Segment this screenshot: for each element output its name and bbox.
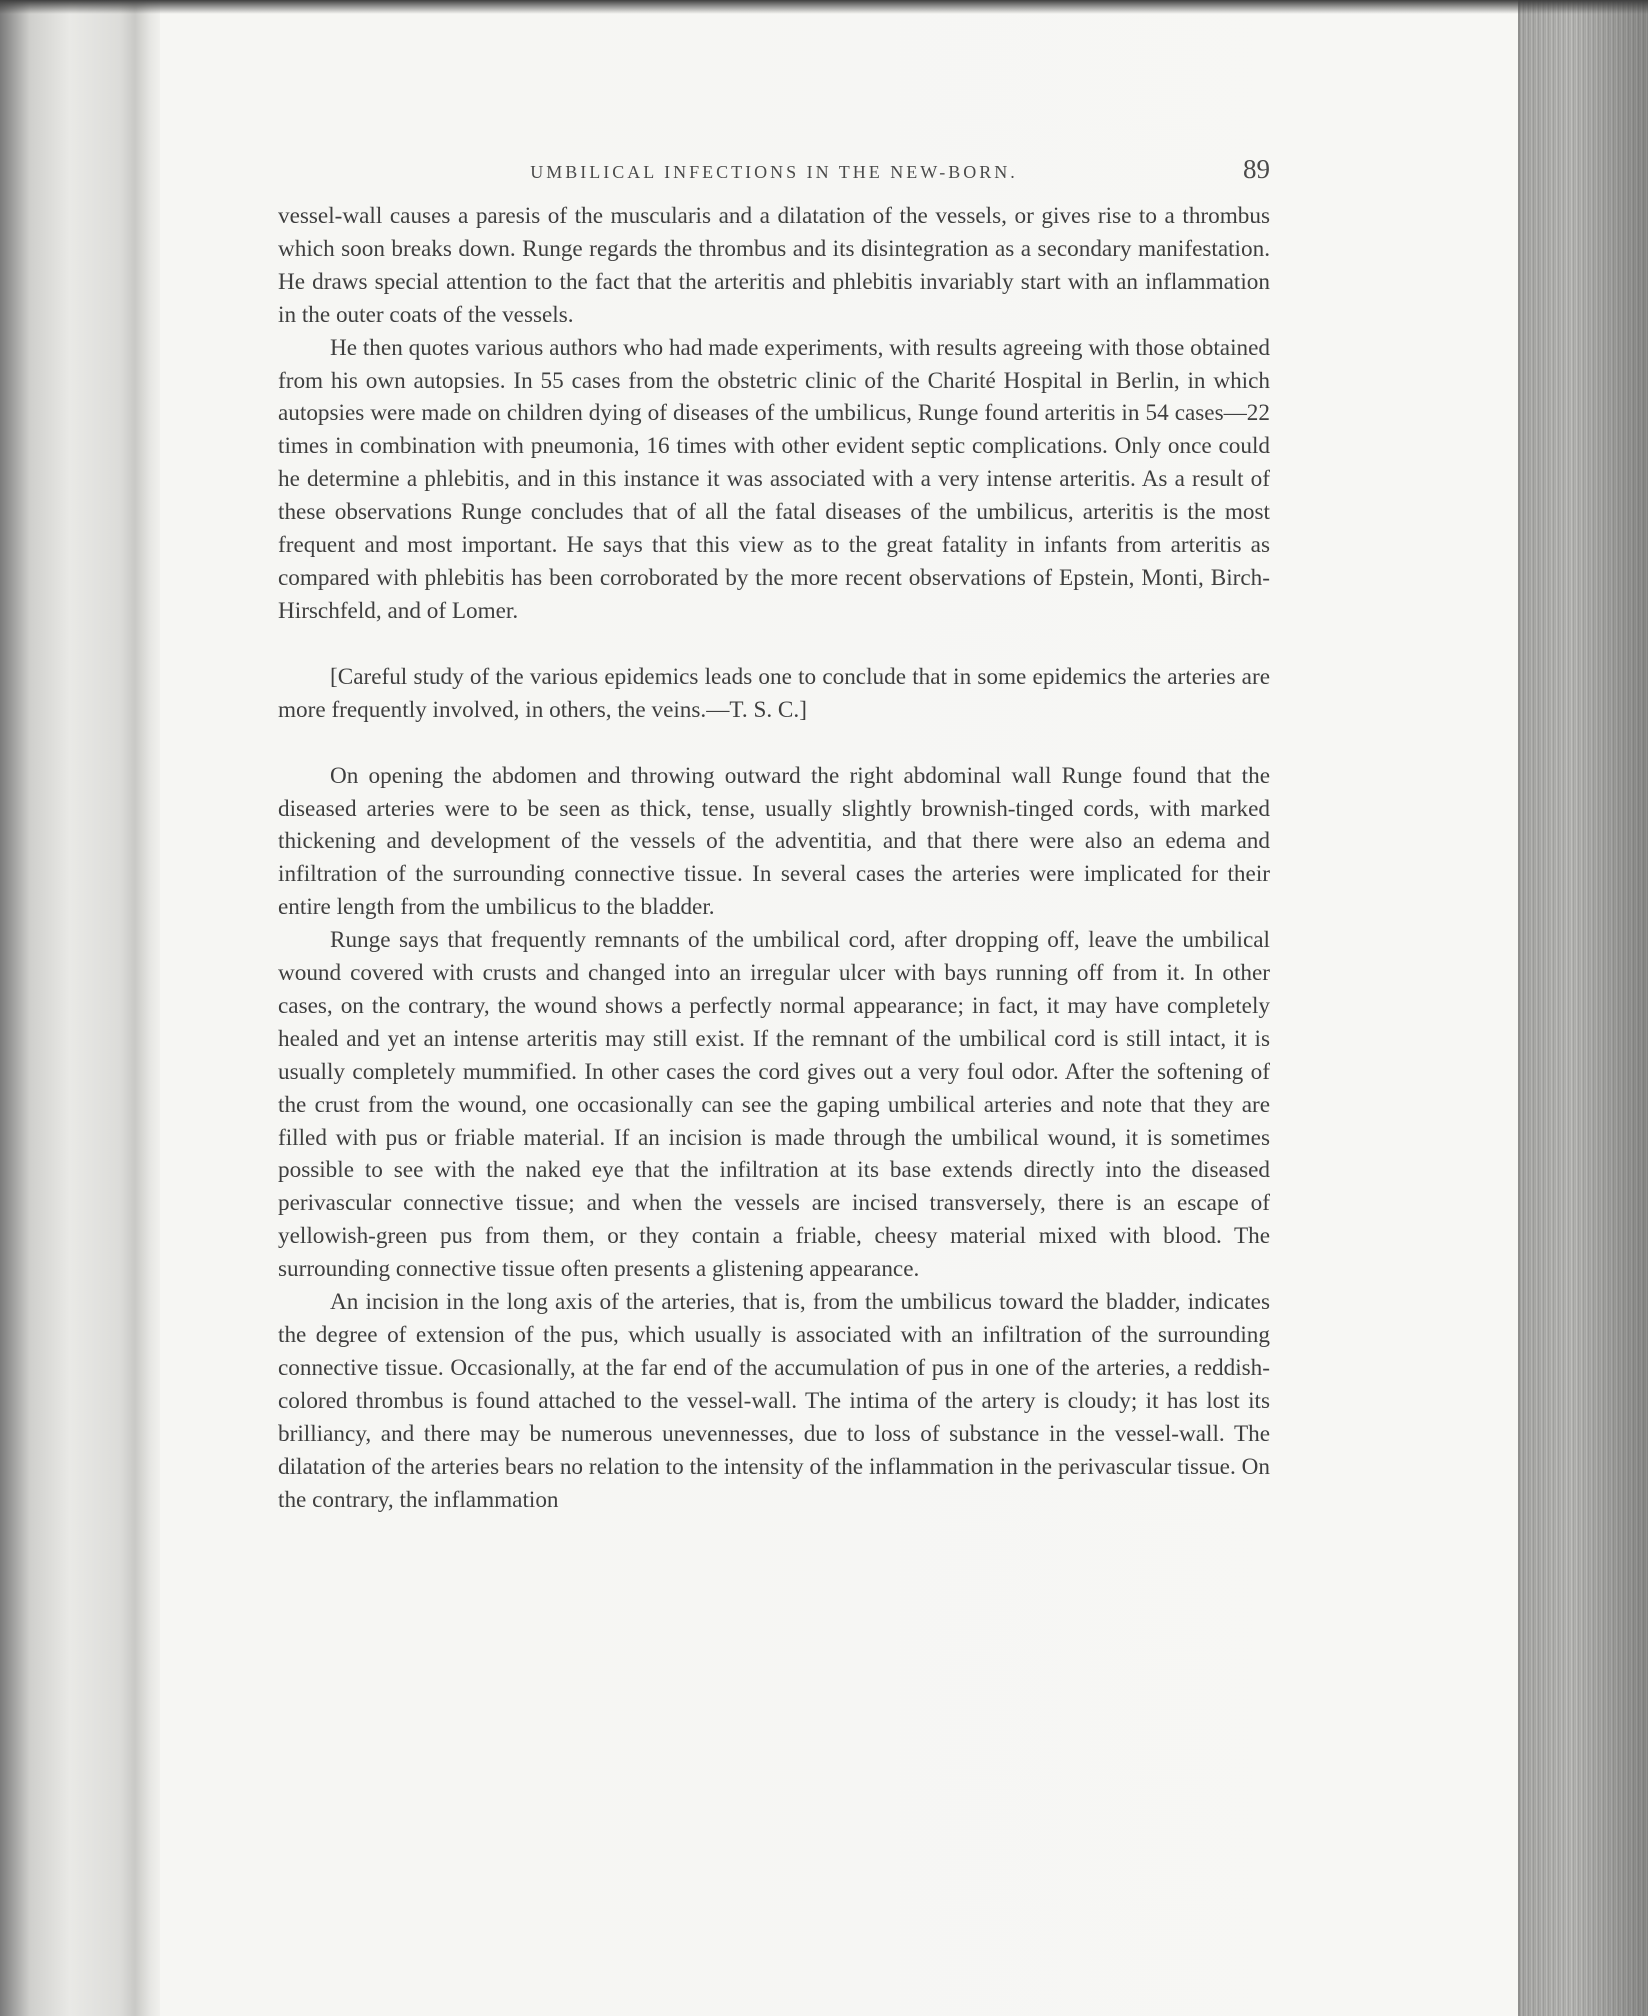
top-shadow <box>0 0 1648 14</box>
book-page <box>278 148 1270 1516</box>
paragraph-continuation: vessel-wall causes a paresis of the muscularis and a dilatation of the vessels, or gives rise to a thrombus which soon breaks down. Runge regards the thrombus and its disintegration as a secondary manifestation. He draws special attention to the fact that the arteritis and phlebitis invariably start with an inflammation in the outer coats of the vessels. <box>278 203 1270 328</box>
book-gutter <box>0 0 160 2016</box>
running-head <box>278 148 1270 188</box>
paragraph-authors: He then quotes various authors who had made experiments, with results agreeing with those obtained from his own autopsies. In 55 cases from the obstetric clinic of the Charité Hospital in Berlin, in which autopsies were made on children dying of diseases of the umbilicus, Runge found arteritis in 54 cases—22 times in combination with pneumonia, 16 times with other evident septic complications. Only once could he determine a phlebitis, and in this instance it was associated with a very intense arteritis. As a result of these observations Runge concludes that of all the fatal diseases of the umbilicus, arteritis is the most frequent and most important. He says that this view as to the great fatality in infants from arteritis as compared with phlebitis has been corroborated by the more recent observations of Epstein, Monti, Birch-Hirschfeld, and of Lomer. <box>278 334 1270 624</box>
paragraph-abdomen: On opening the abdomen and throwing outward the right abdominal wall Runge found that the diseased arteries were to be seen as thick, tense, usually slightly brownish-tinged cords, with marked thickening and development of the vessels of the adventitia, and that there were also an edema and infiltration of the surrounding connective tissue. In several cases the arteries were implicated for their entire length from the umbilicus to the bladder. <box>278 762 1270 921</box>
paragraph-umbilical-wound: Runge says that frequently remnants of the umbilical cord, after dropping off, leave the umbilical wound covered with crusts and changed into an irregular ulcer with bays running off from it. In other cases, on the contrary, the wound shows a perfectly normal appearance; in fact, it may have completely healed and yet an intense arteritis may still exist. If the remnant of the umbilical cord is still intact, it is usually completely mummified. In other cases the cord gives out a very foul odor. After the softening of the crust from the wound, one occasionally can see the gaping umbilical arteries and note that they are filled with pus or friable material. If an incision is made through the umbilical wound, it is sometimes possible to see with the naked eye that the infiltration at its base extends directly into the diseased perivascular connective tissue; and when the vessels are incised transversely, there is an escape of yellowish-green pus from them, or they contain a friable, cheesy material mixed with blood. The surrounding connective tissue often presents a glistening appearance. <box>278 927 1270 1283</box>
paragraph-editor-note: [Careful study of the various epidemics leads one to conclude that in some epidemics the arteries are more frequently involved, in others, the veins.—T. S. C.] <box>278 663 1270 723</box>
paragraph-incision: An incision in the long axis of the arteries, that is, from the umbilicus toward the bladder, indicates the degree of extension of the pus, which usually is associated with an infiltration of the surrounding connective tissue. Occasionally, at the far end of the accumulation of pus in one of the arteries, a reddish-colored thrombus is found attached to the vessel-wall. The intima of the artery is cloudy; it has lost its brilliancy, and there may be numerous unevennesses, due to loss of substance in the vessel-wall. The dilatation of the arteries bears no relation to the intensity of the inflammation in the perivascular tissue. On the contrary, the inflammation <box>278 1289 1270 1513</box>
running-title: UMBILICAL INFECTIONS IN THE NEW-BORN. <box>530 162 1018 182</box>
page-number: 89 <box>1243 154 1270 184</box>
page-edge-shadow <box>1520 0 1648 2016</box>
